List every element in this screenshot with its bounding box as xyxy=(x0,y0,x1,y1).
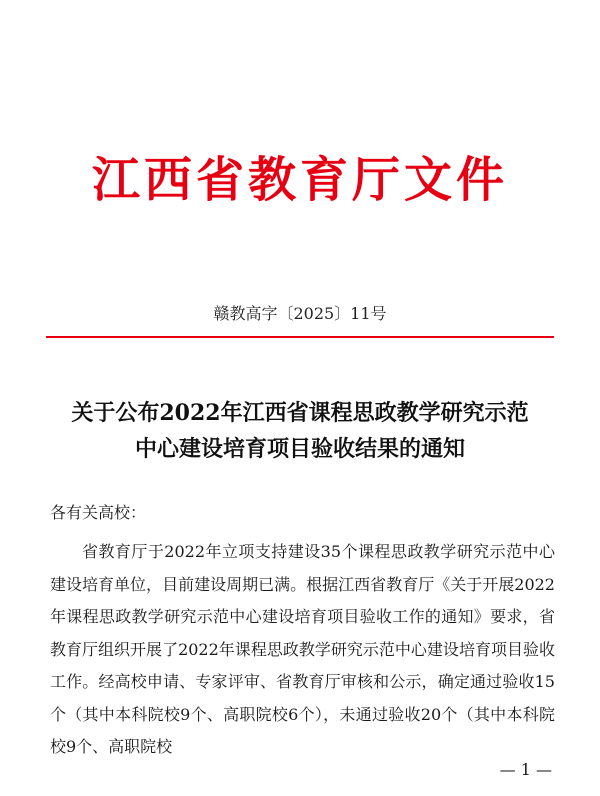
salutation: 各有关高校： xyxy=(50,503,147,522)
document-header-title: 江西省教育厅文件 xyxy=(91,152,508,208)
notice-title-line-2: 中心建设培育项目验收结果的通知 xyxy=(134,436,465,462)
document-number: 赣教高字〔2025〕11号 xyxy=(213,304,387,323)
body-paragraph: 省教育厅于2022年立项支持建设35个课程思政教学研究示范中心建设培育单位，目前建设周期已满。根据江西省教育厅《关于开展2022年课程思政教学研究示范中心建设培育项目验收工作的通知》要求，省教育厅组织开展了2022年课程思政教学研究示范中心建设培育项目验收工作。经高校申请、专家评审、省教育厅审核和公示，确定通过验收15个（其中本科院校9个、高职院校6个），未通过验收20个（其中本科院校9个、高职院校 xyxy=(50,542,555,756)
red-divider-line xyxy=(46,336,554,338)
notice-title-line-1: 关于公布2022年江西省课程思政教学研究示范 xyxy=(71,400,529,426)
notice-title xyxy=(30,395,570,467)
page-number: — 1 — xyxy=(499,760,552,779)
